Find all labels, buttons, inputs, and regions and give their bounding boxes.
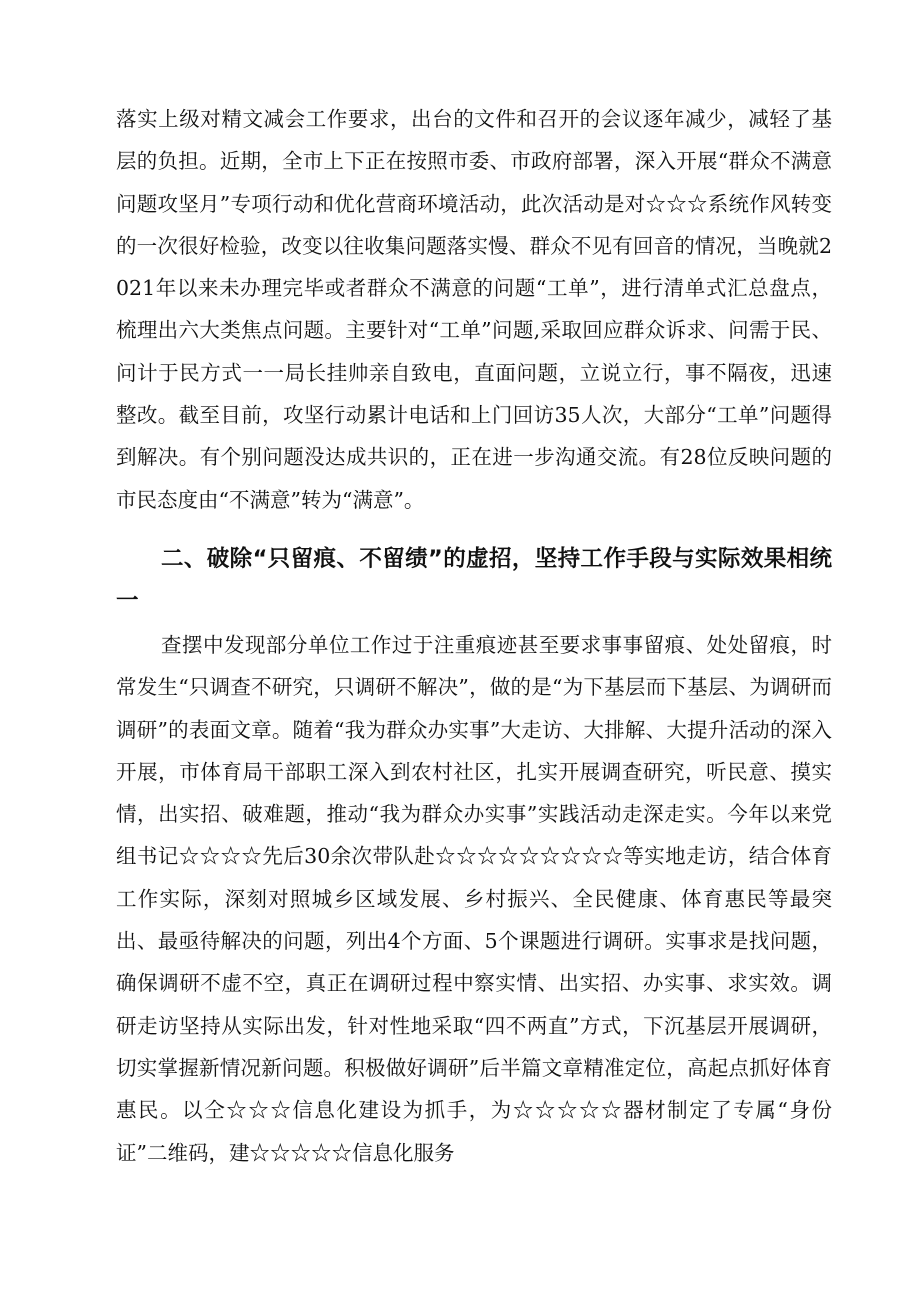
section-heading-2: 二、破除“只留痕、不留绩”的虚招，坚持工作手段与实际效果相统一 [116, 546, 832, 614]
paragraph-2: 查摆中发现部分单位工作过于注重痕迹甚至要求事事留痕、处处留痕，时常发生“只调查不研究，只调研不解决”，做的是“为下基层而下基层、为调研而调研”的表面文章。随着“我为群众办实事”大走访、大排解、大提升活动的深入开展，市体育局干部职工深入到农村社区，扎实开展调查研究，听民意、摸实情，出实招、破难题，推动“我为群众办实事”实践活动走深走实。今年以来党组书记☆☆☆☆先后30余次带队赴☆☆☆☆☆☆☆☆☆等实地走访，结合体育工作实际，深刻对照城乡区域发展、乡村振兴、全民健康、体育惠民等最突出、最亟待解决的问题，列出4个方面、5个课题进行调研。实事求是找问题，确保调研不虚不空，真正在调研过程中察实情、出实招、办实事、求实效。调研走访坚持从实际出发，针对性地采取“四不两直”方式，下沉基层开展调研，切实掌握新情况新问题。积极做好调研”后半篇文章精准定位，高起点抓好体育惠民。以仝☆☆☆信息化建设为抓手，为☆☆☆☆☆器材制定了专属“身份证”二维码，建☆☆☆☆☆信息化服务 [116, 633, 832, 1165]
paragraph-1: 落实上级对精文减会工作要求，出台的文件和召开的会议逐年减少，减轻了基层的负担。近期，全市上下正在按照市委、市政府部署，深入开展“群众不满意问题攻坚月”专项行动和优化营商环境活动，此次活动是对☆☆☆系统作风转变的一次很好检验，改变以往收集问题落实慢、群众不见有回音的情况，当晚就2021年以来未办理完毕或者群众不满意的问题“工单”，进行清单式汇总盘点，梳理出六大类焦点问题。主要针对“工单”问题,采取回应群众诉求、问需于民、问计于民方式一一局长挂帅亲自致电，直面问题，立说立行，事不隔夜，迅速整改。截至目前，攻坚行动累计电话和上门回访35人次，大部分“工单”问题得到解决。有个别问题没达成共识的，正在进一步沟通交流。有28位反映问题的市民态度由“不满意”转为“满意”。 [116, 107, 832, 512]
